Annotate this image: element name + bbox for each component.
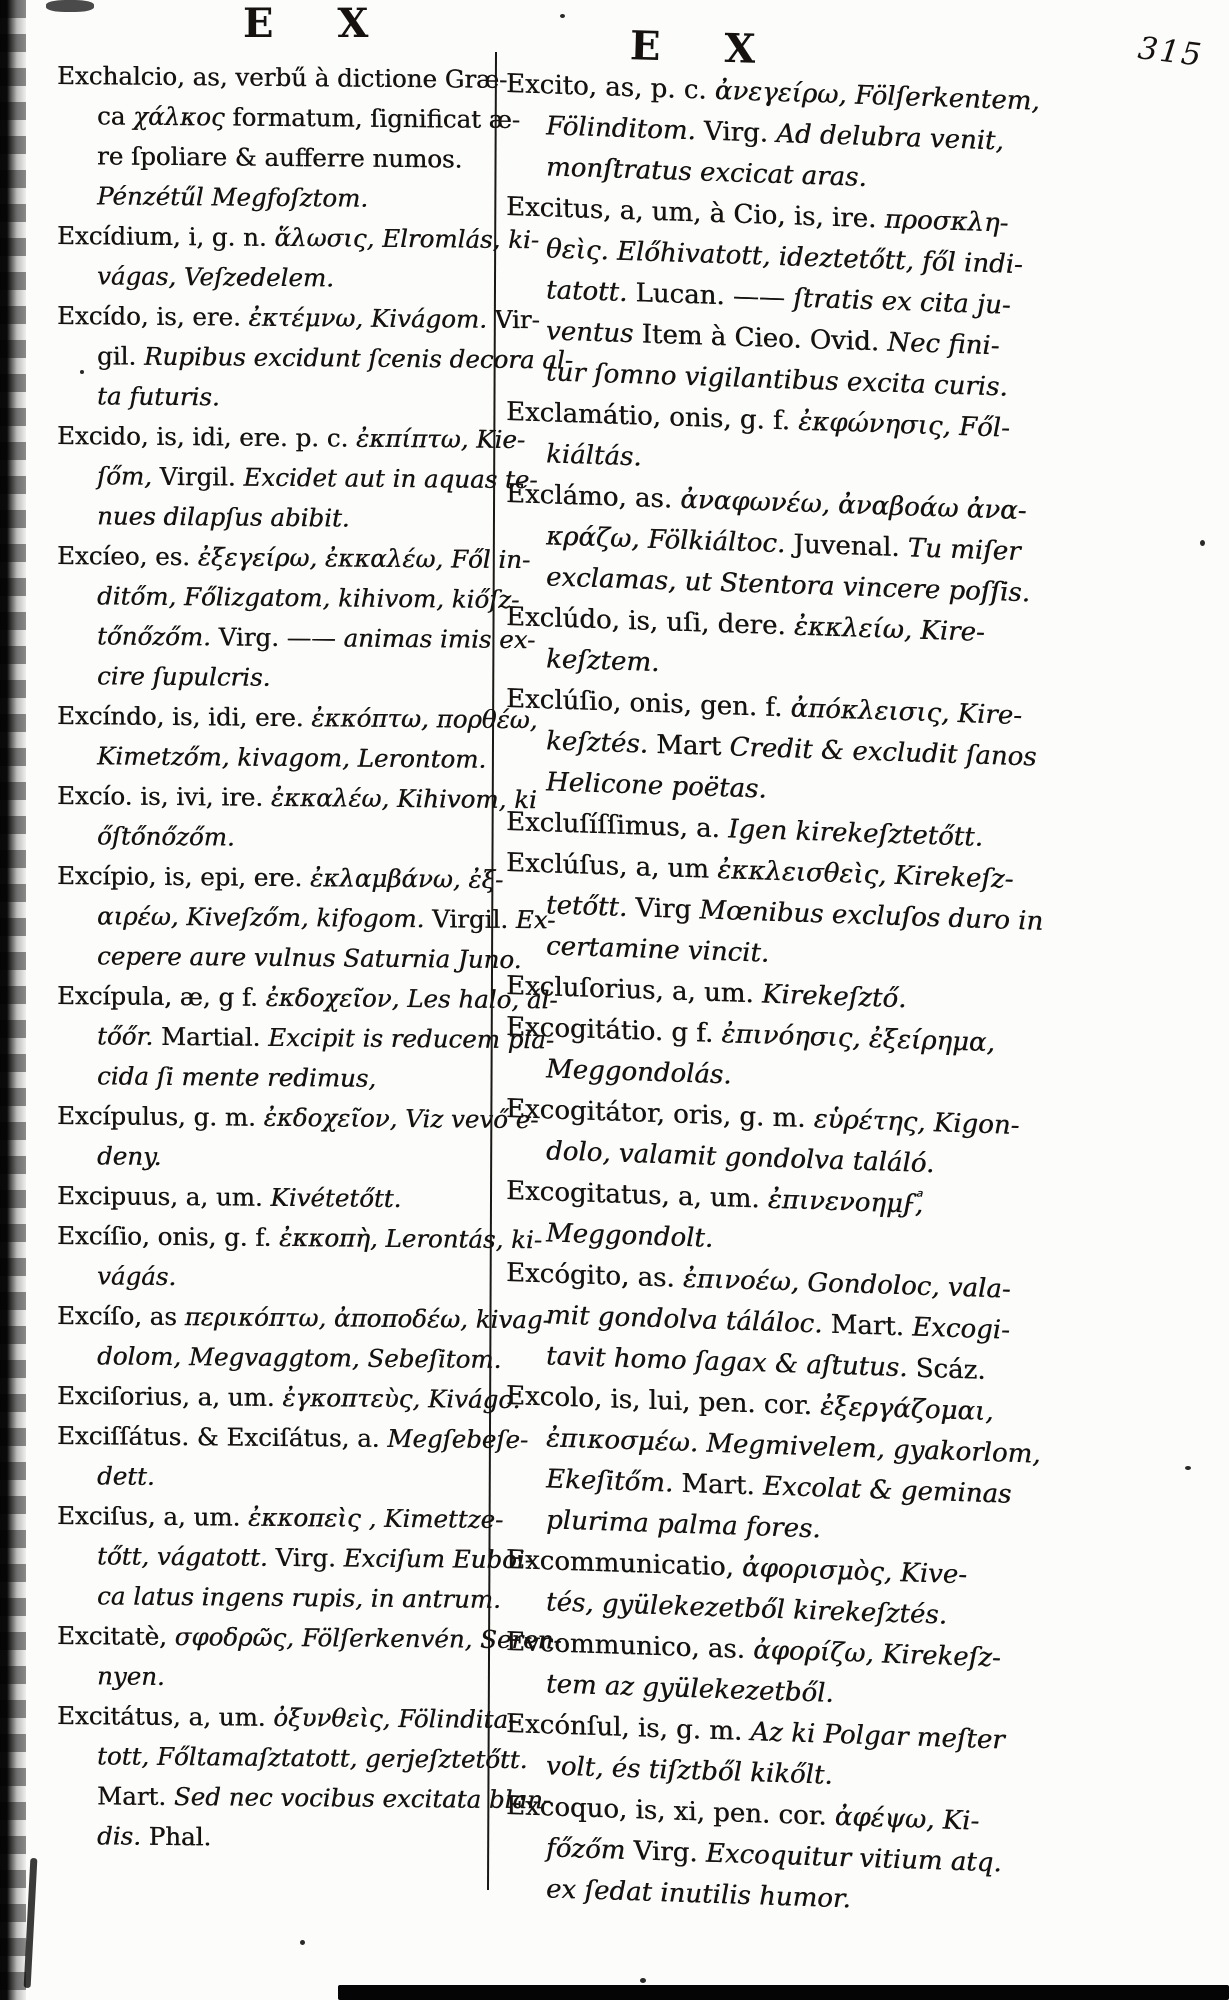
italic-text: Kive- (900, 1558, 967, 1591)
roman-text: Exciſſátus. & Exciſátus, a. (57, 1421, 388, 1453)
roman-text: Excógito, as. (506, 1258, 683, 1294)
entry-headword-line (57, 1216, 542, 1260)
italic-text: Az ki Polgar meſter (750, 1717, 1005, 1756)
dictionary-entry (57, 1096, 539, 1180)
greek-text: ἐκκλεισθεὶς, (717, 855, 895, 891)
greek-text: ἐκφώνησις, (798, 406, 959, 443)
roman-text: formatum, ſignificat æ- (232, 102, 520, 135)
italic-text: vágas, Veſzedelem. (97, 261, 334, 293)
dictionary-entry (506, 64, 1220, 211)
italic-text: főzőm (546, 1833, 634, 1867)
italic-text: Pénzétűl Megfoſztom. (97, 181, 368, 213)
italic-text: volt, és tiſztből kikőlt. (546, 1751, 833, 1791)
dictionary-entry (506, 474, 1220, 621)
italic-text: certamine vincit. (546, 931, 770, 969)
italic-text: Kivétetőtt. (270, 1182, 402, 1214)
roman-text: Evcommunico, as. (506, 1627, 754, 1666)
italic-text: , Kimettze- (368, 1503, 504, 1534)
roman-text: Exclúdo, is, uſi, dere. (506, 602, 794, 642)
greek-text: σφοδρῶς, (174, 1622, 302, 1653)
greek-text: ἐπινόησις, ἐξείρημα, (721, 1019, 995, 1059)
roman-text: Excoquo, is, xi, pen. cor. (506, 1791, 835, 1832)
italic-text: Ad delubra venit, (776, 118, 1004, 157)
italic-text: tatott. (546, 275, 636, 309)
entry-headword-line (57, 536, 531, 580)
italic-text: Fölinditom. (546, 111, 704, 147)
roman-text: Mart. (97, 1781, 174, 1812)
italic-text: Elromlás, ki- (382, 223, 540, 255)
entry-line (97, 1576, 501, 1619)
roman-text: Exclúſio, onis, gen. f. (506, 684, 791, 724)
italic-text: keſztés. (546, 726, 657, 760)
greek-text: ἐκκοπὴ, (279, 1222, 386, 1253)
italic-text: dolom, Megvaggtom, Sebeſitom. (97, 1341, 502, 1374)
roman-text: Vir- (494, 304, 540, 335)
roman-text: Exclamátio, onis, g. f. (506, 397, 799, 437)
roman-text: Excluſíſſimus, a. (506, 807, 729, 845)
italic-text: Megmivelem, gyakorlom, (706, 1428, 1041, 1470)
greek-text: ὀξυνθεὶς, (273, 1702, 399, 1733)
greek-text: ἐκκοπεὶς (248, 1502, 369, 1533)
italic-text: Ekeſitőm. (546, 1464, 682, 1499)
italic-text: tőtt, vágatott. (97, 1541, 276, 1572)
italic-text: keſztem. (546, 644, 660, 679)
italic-text: Előhivatott, ideztetőtt, fől indi- (616, 236, 1023, 281)
greek-text: ἐγκοπτεὺς, (282, 1382, 428, 1414)
italic-text: Ex- (515, 905, 556, 935)
dictionary-entry (57, 1416, 529, 1500)
entry-headword-line (57, 976, 558, 1020)
italic-text: kivag- (475, 1304, 551, 1335)
entry-headword-line (57, 1696, 517, 1740)
italic-text: nues dilapſus abibit. (97, 501, 350, 533)
dictionary-entry (506, 1253, 1220, 1400)
italic-text: Nec fini- (887, 327, 1000, 362)
entry-headword-line (57, 696, 538, 740)
page-number: 315 (1136, 30, 1206, 74)
roman-text: ca (97, 101, 134, 131)
roman-text: Excíeo, es. (57, 541, 198, 572)
dictionary-entry (506, 187, 1220, 416)
greek-text: ἀπόκλεισις, (790, 693, 958, 729)
italic-text: plurima palma fores. (546, 1505, 821, 1545)
entry-headword-line (57, 296, 540, 340)
entry-line (97, 816, 489, 859)
italic-text: Fölindita- (398, 1703, 517, 1735)
entry-line (97, 456, 538, 499)
greek-text: ἐκκλείω, (793, 611, 921, 646)
italic-text: monſtratus excicat aras. (546, 152, 867, 193)
italic-text: Fölſerkentem, (854, 80, 1040, 117)
italic-text: dett. (97, 1461, 155, 1491)
italic-text: Fölſerkenvén, Seren- (301, 1623, 562, 1655)
roman-text: Excípula, æ, g f. (57, 981, 266, 1012)
italic-text: tetőtt. (546, 890, 636, 924)
entry-headword-line (57, 216, 540, 260)
entry-line (97, 1816, 489, 1859)
italic-text: vágás. (97, 1261, 177, 1292)
greek-text: ἐκπίπτω, (356, 423, 477, 454)
italic-text: Kirekeſz- (881, 1639, 1001, 1674)
entry-line (97, 896, 556, 939)
italic-text: ventus (546, 316, 642, 350)
entry-line (97, 1536, 533, 1579)
italic-text: Excipit is reducem pla- (268, 1022, 554, 1055)
dictionary-entry (57, 976, 558, 1100)
entry-line (97, 256, 489, 299)
dictionary-entry (57, 1216, 542, 1300)
roman-text: Juvenal. (793, 529, 908, 564)
italic-text: Kiveſzőm, kifogom. (186, 902, 433, 934)
roman-text: Exciſorius, a, um. (57, 1381, 283, 1412)
greek-text: ἐξεργάζομαι, (820, 1391, 994, 1428)
greek-text: ἀφέψω, (834, 1801, 943, 1836)
entry-line (97, 1256, 489, 1299)
italic-text: Megſebeſe- (387, 1423, 529, 1455)
roman-text: Excípulus, g. m. (57, 1101, 264, 1132)
dictionary-entry (506, 1786, 1220, 1933)
roman-text: Excitatè, (57, 1621, 175, 1652)
right-column (506, 64, 1220, 1933)
entry-headword-line (57, 1616, 562, 1660)
italic-text: ca latus ingens rupis, in antrum. (97, 1581, 501, 1614)
entry-line (97, 136, 489, 179)
entry-headword-line (57, 1296, 551, 1340)
italic-text: Fölkiáltoc. (647, 524, 794, 560)
italic-text: Credit & excludit ſanos (729, 732, 1037, 773)
entry-line (97, 1736, 528, 1779)
roman-text: Excónſul, is, g. m. (506, 1709, 751, 1748)
entry-line (97, 1776, 552, 1819)
italic-text: tés, gyülekezetből kirekeſztés. (546, 1587, 947, 1631)
italic-text: Meggondolás. (546, 1054, 732, 1091)
scan-speckle (640, 1978, 646, 1983)
entry-headword-line (57, 416, 526, 460)
greek-text: εὑρέτης, (813, 1104, 934, 1139)
italic-text: deny. (97, 1141, 162, 1171)
roman-text: Excluſorius, a, um. (506, 971, 762, 1010)
italic-text: Fől- (958, 412, 1010, 444)
italic-text: exclamas, ut Stentora vincere poſſis. (546, 562, 1030, 609)
italic-text: Kirekeſz- (894, 860, 1014, 895)
italic-text: Kirekeſztő. (761, 979, 907, 1015)
italic-text: őſtőnőzőm. (97, 821, 235, 852)
roman-text: Excolo, is, lui, pen. cor. (506, 1381, 821, 1422)
entry-headword-line (57, 776, 537, 820)
roman-text: Virg (635, 893, 700, 926)
italic-text: Sed nec vocibus excitata blan- (173, 1782, 552, 1815)
italic-text: Kigon- (933, 1108, 1020, 1142)
roman-text: Excido, is, idi, ere. p. c. (57, 421, 357, 453)
entry-line (97, 496, 489, 539)
entry-line (97, 336, 573, 379)
greek-text: ἐπινενοημϝ (767, 1184, 915, 1220)
italic-text: Viz vevő e- (405, 1104, 539, 1135)
greek-text: ἀναφωνέω, ἀναβοάω ἀνα- (680, 484, 1027, 527)
scan-speckle (300, 1940, 305, 1945)
italic-text: Excidet aut in aquas te- (243, 462, 538, 495)
roman-text: Excitus, a, um, à Cio, is, ire. (506, 192, 885, 235)
roman-text: Excíſo, as (57, 1301, 185, 1332)
entry-line (97, 1456, 489, 1499)
roman-text: Virg. —— (218, 622, 344, 653)
entry-headword-line (57, 1096, 539, 1140)
greek-text: ἀφορισμὸς, (741, 1552, 901, 1589)
greek-text: ἐκδοχεῖον, (265, 982, 408, 1014)
roman-text: Excípio, is, epi, ere. (57, 861, 310, 893)
entry-headword-line (57, 1496, 504, 1540)
greek-text: ἐκτέμνω, (248, 302, 371, 333)
italic-text: Mœnibus excluſos duro in (699, 895, 1044, 937)
italic-text: animas imis ex- (343, 623, 536, 655)
scan-speckle (560, 14, 565, 18)
entry-line (97, 1656, 489, 1699)
dictionary-entry (57, 1176, 489, 1220)
roman-text: gil. (97, 341, 144, 371)
roman-text: Martial. (160, 1021, 269, 1052)
italic-text: Excogi- (912, 1312, 1010, 1346)
roman-text: Excogitatus, a, um. (506, 1176, 768, 1215)
roman-text: Excído, is, ere. (57, 301, 249, 332)
italic-text: Igen kirekeſztetőtt. (728, 814, 983, 853)
entry-line (97, 576, 520, 619)
italic-text: ſtratis ex cita ju- (793, 283, 1011, 321)
italic-text: ta futuris. (97, 381, 220, 412)
dictionary-entry (506, 1376, 1220, 1564)
italic-text: ditőm, Főlizgatom, kihivom, kiőſz- (97, 581, 520, 615)
italic-text: Exciſum Euboi- (343, 1543, 533, 1575)
dictionary-entry (57, 696, 538, 780)
scan-smudge (46, 0, 94, 12)
italic-text: Gondoloc, vala- (807, 1267, 1011, 1305)
italic-text: Kihivom, ki (396, 783, 537, 815)
italic-text: dolo, valamit gondolva találó. (546, 1136, 935, 1180)
italic-text: Kivágom. (370, 303, 495, 334)
greek-text: ἐκλαμβάνω, ἐξ- (309, 863, 504, 894)
greek-text: ἅλωσις, (274, 222, 383, 253)
roman-text: Virgil. (432, 904, 516, 935)
italic-text: nyen. (97, 1661, 165, 1691)
italic-text: Rupibus excidunt ſcenis decora al- (143, 341, 573, 375)
roman-text: Phal. (148, 1821, 212, 1852)
italic-text: Kie- (476, 424, 526, 455)
italic-text: cire ſupulcris. (97, 661, 271, 692)
entry-headword-line (57, 1376, 521, 1420)
roman-text: Scáz. (915, 1353, 986, 1386)
dictionary-entry (57, 1696, 552, 1860)
scan-gutter-shadow (0, 0, 26, 2000)
roman-text: re ſpoliare & aufferre numos. (97, 141, 463, 174)
entry-headword-line (57, 1176, 489, 1220)
italic-text: Excoquitur vitium atq. (705, 1838, 1002, 1879)
italic-text: Helicone poëtas. (546, 767, 767, 805)
italic-text: ex ſedat inutilis humor. (546, 1874, 851, 1915)
dictionary-entry (506, 679, 1220, 826)
italic-text: Fől in- (450, 544, 531, 575)
greek-text: περικόπτω, ἀποποδέω, (184, 1302, 476, 1334)
italic-text: Kire- (920, 615, 985, 648)
entry-line (97, 376, 489, 419)
entry-headword-line (57, 56, 508, 100)
greek-text: ἐπικοσμέω. (546, 1423, 707, 1459)
entry-line (97, 936, 522, 979)
roman-text: Mart. (681, 1468, 763, 1502)
roman-text: Lucan. —— (635, 278, 794, 314)
italic-text: cida ſi mente redimus, (97, 1061, 377, 1093)
dictionary-entry (57, 216, 540, 300)
entry-line (97, 1136, 489, 1179)
greek-text: ἐκδοχεῖον, (263, 1102, 406, 1134)
italic-text: cepere aure vulnus Saturnia Juno. (97, 941, 522, 975)
roman-text: Excídium, i, g. n. (57, 221, 275, 252)
italic-text: ⷶ, (914, 1189, 924, 1220)
italic-text: tavit homo ſagax & aſtutus. (546, 1341, 916, 1384)
roman-text: Virg. (275, 1542, 344, 1573)
dictionary-entry (57, 1616, 562, 1700)
roman-text: Excitátus, a, um. (57, 1701, 274, 1732)
greek-text: ἐκκαλέω, (270, 782, 397, 813)
roman-text: Virg. (633, 1836, 706, 1869)
dictionary-entry (57, 56, 520, 220)
italic-text: kiáltás. (546, 439, 642, 473)
roman-text: Exclámo, as. (506, 479, 681, 515)
italic-text: tőnőzőm. (97, 621, 219, 652)
dictionary-entry (57, 1496, 533, 1620)
dictionary-entry (57, 1296, 551, 1380)
entry-line (97, 656, 489, 699)
italic-text: Les halo, ál- (407, 984, 558, 1015)
italic-text: ſőm, (97, 461, 160, 491)
left-column (57, 56, 573, 1860)
greek-text: θεὶς. (546, 234, 617, 267)
italic-text: tem az gyülekezetből. (546, 1669, 834, 1709)
roman-text: Excogitátor, oris, g. m. (506, 1094, 814, 1135)
entry-line (97, 616, 536, 659)
italic-text: mit gondolva táláloc. (546, 1300, 831, 1340)
italic-text: tőőr. (97, 1021, 161, 1051)
italic-text: tur ſomno vigilantibus excita curis. (546, 357, 1008, 403)
roman-text: Item à Cieo. Ovid. (641, 319, 888, 358)
entry-line (97, 176, 489, 219)
entry-line (97, 1056, 489, 1099)
scan-bottom-bar (338, 1985, 1229, 2000)
roman-text: Mart. (830, 1309, 913, 1343)
entry-line (97, 1336, 502, 1379)
roman-text: Exciſus, a, um. (57, 1501, 249, 1532)
dictionary-entry (506, 843, 1220, 990)
roman-text: Virgil. (159, 461, 244, 492)
entry-headword-line (57, 856, 504, 900)
greek-text: ἀφορίζω, (753, 1635, 882, 1670)
italic-text: tott, Főltamaſztatott, gerjeſztetőtt. (97, 1741, 528, 1775)
greek-text: ἀνεγείρω, (714, 75, 855, 111)
roman-text: Virg. (703, 116, 777, 149)
italic-text: Kivágo. (427, 1384, 521, 1415)
running-header-right: E X (629, 22, 759, 73)
roman-text: Exchalcio, as, verbű à dictione Græ- (57, 61, 508, 94)
greek-text: αιρέω, (97, 901, 187, 932)
roman-text: Excíſio, onis, g. f. (57, 1221, 280, 1252)
italic-text: Ki- (942, 1805, 980, 1837)
greek-text: ἐξεγείρω, ἐκκαλέω, (197, 542, 451, 574)
roman-text: Exclúſus, a, um (506, 848, 718, 886)
entry-headword-line (57, 1416, 529, 1460)
italic-text: Kimetzőm, kivagom, Lerontom. (97, 741, 487, 774)
roman-text: Excipuus, a, um. (57, 1181, 271, 1212)
italic-text: dis. (97, 1821, 149, 1851)
greek-text: χάλκος (133, 101, 233, 132)
dictionary-entry (57, 856, 556, 980)
roman-text: Mart (656, 729, 730, 763)
greek-text: προσκλη- (884, 204, 1009, 239)
dictionary-entry (57, 776, 537, 860)
roman-text: Excogitátio. g f. (506, 1012, 722, 1050)
italic-text: Excolat & geminas (762, 1471, 1012, 1510)
greek-text: ἐκκόπτω, πορθέω, (311, 703, 538, 735)
entry-line (97, 736, 489, 779)
greek-text: ἐπινοέω, (682, 1263, 808, 1298)
greek-text: κράζω, (546, 521, 648, 555)
italic-text: Lerontás, ki- (385, 1223, 542, 1255)
entry-line (97, 1016, 554, 1059)
dictionary-entry (57, 1376, 521, 1420)
roman-text: Excío. is, ivi, ire. (57, 781, 271, 812)
dictionary-entry (57, 416, 538, 540)
dictionary-entry (57, 296, 573, 420)
roman-text: Excito, as, p. c. (506, 69, 715, 106)
roman-text: Excíndo, is, idi, ere. (57, 701, 312, 733)
italic-text: Meggondolt. (546, 1218, 714, 1254)
italic-text: Tu miſer (907, 533, 1021, 568)
italic-text: Kire- (957, 698, 1022, 732)
entry-line (97, 96, 520, 139)
running-header-left: E X (243, 0, 371, 47)
dictionary-entry (57, 536, 536, 700)
roman-text: Excommunicatio, (506, 1545, 742, 1583)
